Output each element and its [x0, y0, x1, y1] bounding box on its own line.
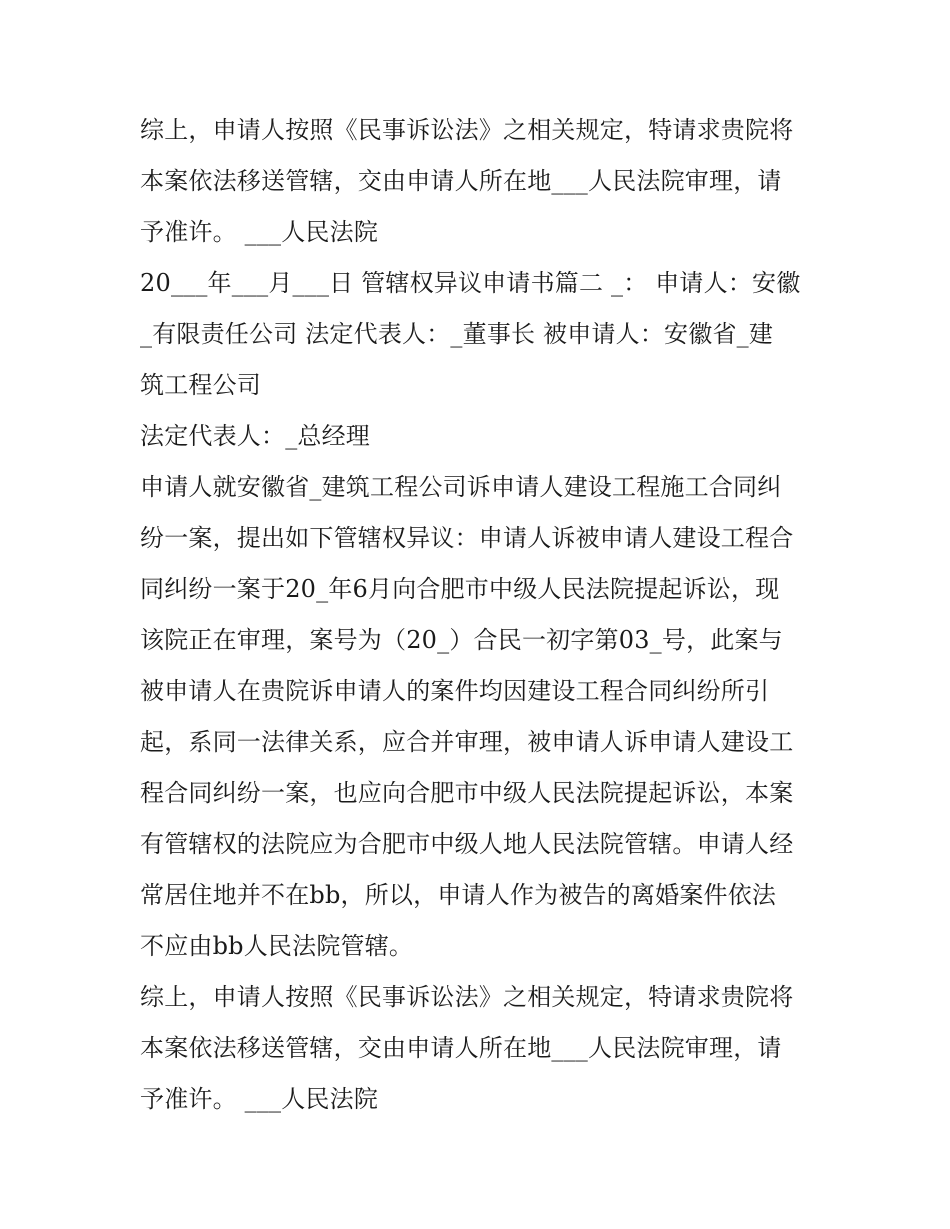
text-line: 本案依法移送管辖，交由申请人所在地___人民法院审理，请 — [140, 167, 782, 195]
text-line: 筑工程公司 — [140, 371, 261, 399]
text-line: 综上，申请人按照《民事诉讼法》之相关规定，特请求贵院将 — [140, 983, 794, 1011]
text-line: 常居住地并不在bb，所以，申请人作为被告的离婚案件依法 — [140, 881, 777, 909]
text-line: 有管辖权的法院应为合肥市中级人地人民法院管辖。申请人经 — [140, 830, 794, 858]
text-line: 不应由bb人民法院管辖。 — [140, 932, 414, 960]
text-line: 纷一案，提出如下管辖权异议：申请人诉被申请人建设工程合 — [140, 524, 794, 552]
text-line: 本案依法移送管辖，交由申请人所在地___人民法院审理，请 — [140, 1034, 782, 1062]
text-line: 该院正在审理，案号为（20_）合民一初字第03_号，此案与 — [140, 626, 783, 654]
text-line: 申请人就安徽省_建筑工程公司诉申请人建设工程施工合同纠 — [140, 473, 782, 501]
text-line: 予准许。 ___人民法院 — [140, 218, 379, 246]
text-line: 被申请人在贵院诉申请人的案件均因建设工程合同纠纷所引 — [140, 677, 770, 705]
text-line: 程合同纠纷一案，也应向合肥市中级人民法院提起诉讼，本案 — [140, 779, 794, 807]
text-line: 法定代表人：_总经理 — [140, 422, 370, 450]
text-line: 综上，申请人按照《民事诉讼法》之相关规定，特请求贵院将 — [140, 116, 794, 144]
text-line: 同纠纷一案于20_年6月向合肥市中级人民法院提起诉讼，现 — [140, 575, 780, 603]
text-line: 20___年___月___日 管辖权异议申请书篇二 _： 申请人：安徽 — [140, 269, 801, 297]
text-line: _有限责任公司 法定代表人：_董事长 被申请人：安徽省_建 — [140, 320, 774, 348]
text-line: 起，系同一法律关系，应合并审理，被申请人诉申请人建设工 — [140, 728, 794, 756]
text-line: 予准许。 ___人民法院 — [140, 1085, 379, 1113]
document-body — [140, 105, 830, 1125]
